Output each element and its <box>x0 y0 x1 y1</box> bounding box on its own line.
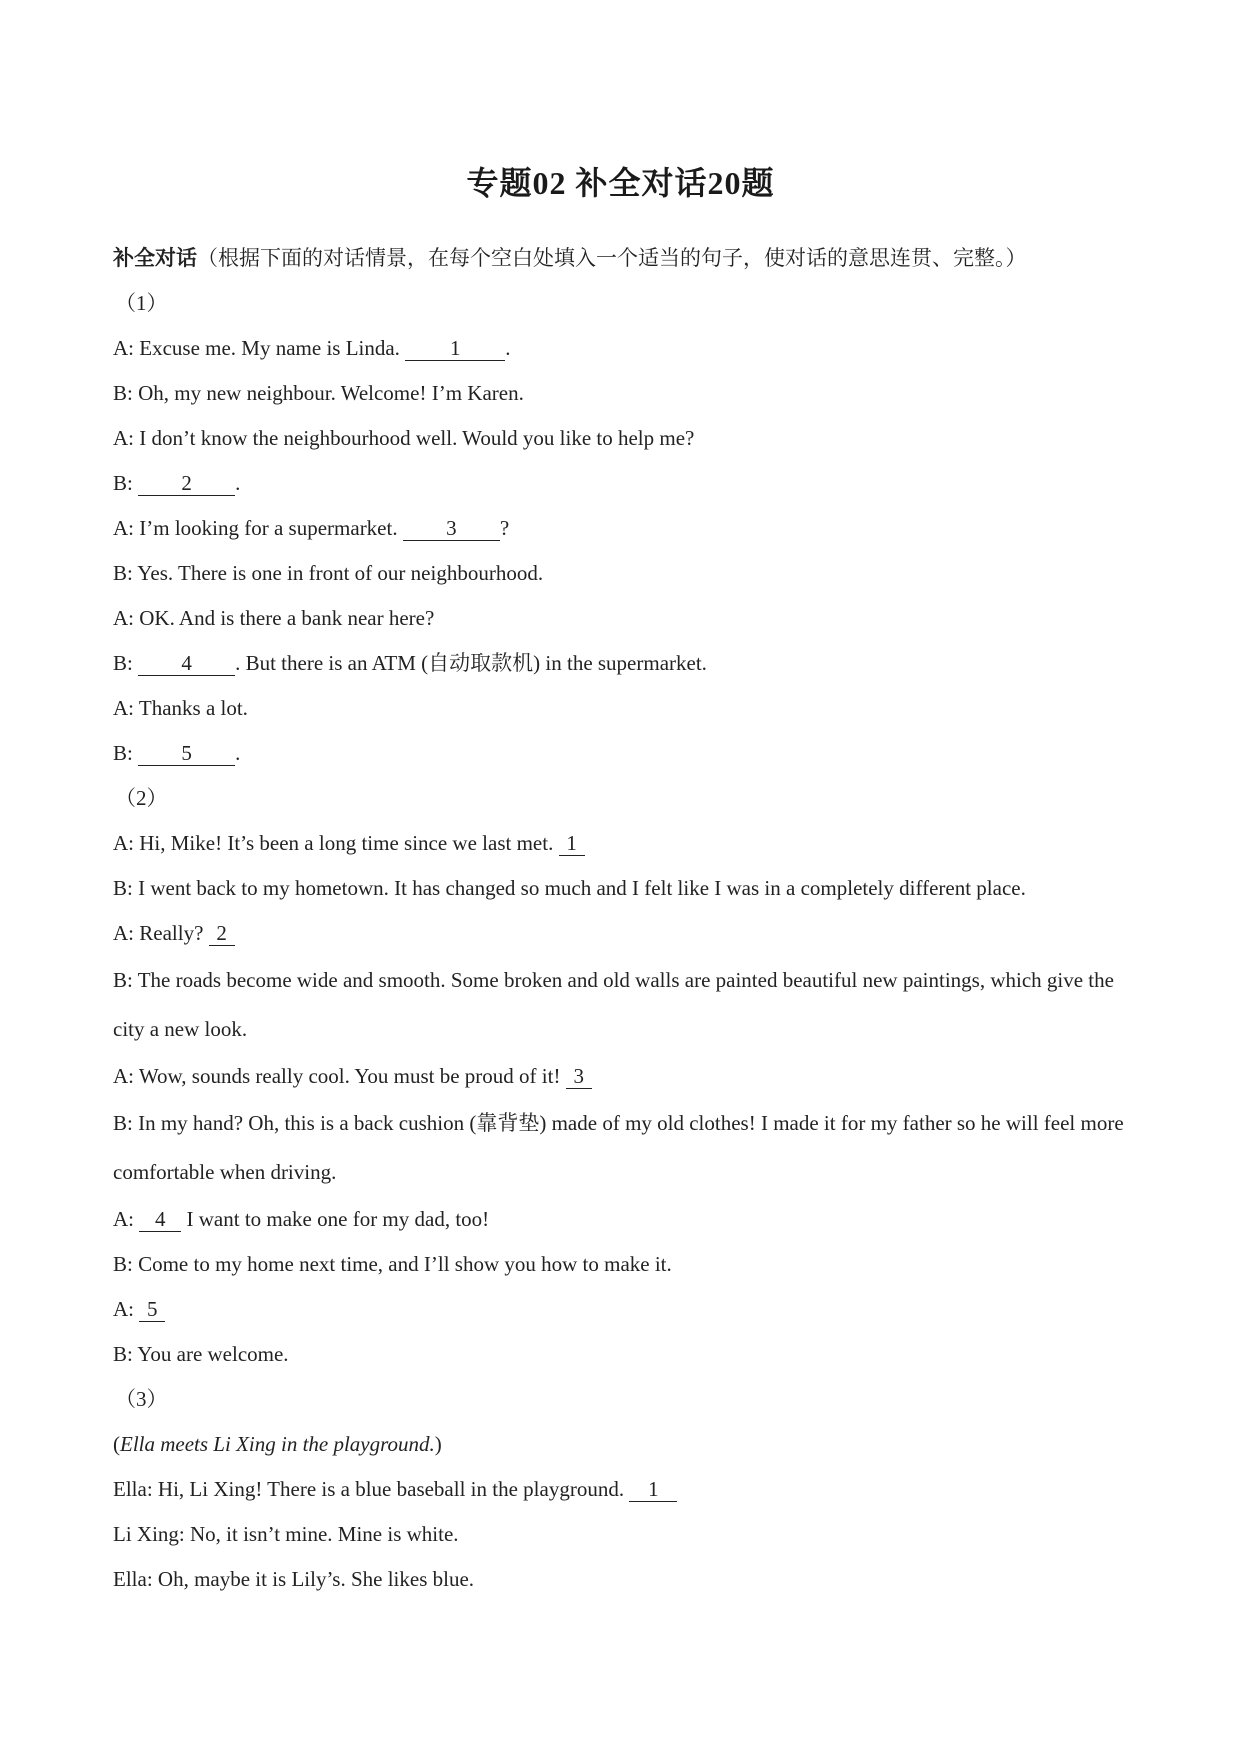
answer-blank: 1 <box>559 832 585 856</box>
page-title: 专题02 补全对话20题 <box>466 165 775 201</box>
line-text: A: Wow, sounds really cool. You must be proud of it! <box>113 1064 566 1088</box>
line-text: Ella: Hi, Li Xing! There is a blue baseball in the playground. <box>113 1477 630 1501</box>
line-text: . <box>505 336 511 360</box>
line-text: A: Really? <box>113 921 209 945</box>
dialogue-line: B: You are welcome. <box>113 1342 289 1366</box>
dialogue-line <box>113 461 1133 506</box>
dialogue-line: B: Oh, my new neighbour. Welcome! I’m Karen. <box>113 381 524 405</box>
instruction-heading: 补全对话 <box>113 246 197 270</box>
answer-blank: 4 <box>139 1208 181 1232</box>
dialogue-line <box>113 821 1133 866</box>
line-text: A: <box>113 1297 140 1321</box>
line-text: . <box>235 471 241 495</box>
section-2-label: （2） <box>115 786 168 810</box>
answer-blank: 1 <box>405 337 505 361</box>
line-text: A: Hi, Mike! It’s been a long time since we last met. <box>113 831 559 855</box>
dialogue-line: B: Yes. There is one in front of our neighbourhood. <box>113 561 544 585</box>
stage-direction <box>113 1422 1133 1467</box>
dialogue-line: Li Xing: No, it isn’t mine. Mine is white. <box>113 1522 459 1546</box>
dialogue-line: A: Thanks a lot. <box>113 696 248 720</box>
dialogue-line <box>113 506 1133 551</box>
dialogue-line: B: I went back to my hometown. It has changed so much and I felt like I was in a completely different place. <box>113 876 1026 900</box>
dialogue-line: A: OK. And is there a bank near here? <box>113 606 435 630</box>
line-text: ( <box>113 1432 120 1456</box>
answer-blank: 3 <box>566 1065 592 1089</box>
line-text: A: Excuse me. My name is Linda. <box>113 336 406 360</box>
answer-blank: 5 <box>138 742 235 766</box>
dialogue-line <box>113 731 1133 776</box>
dialogue-line: A: I don’t know the neighbourhood well. Would you like to help me? <box>113 426 695 450</box>
dialogue-line <box>113 911 1133 956</box>
section-3-label: （3） <box>115 1387 168 1411</box>
document-body <box>113 236 1133 1602</box>
dialogue-line <box>113 1054 1133 1099</box>
instruction-text: （根据下面的对话情景，在每个空白处填入一个适当的句子，使对话的意思连贯、完整。） <box>197 246 1027 270</box>
dialogue-line <box>113 1467 1133 1512</box>
dialogue-line <box>113 1287 1133 1332</box>
line-text: B: <box>113 741 139 765</box>
dialogue-line <box>113 1197 1133 1242</box>
answer-blank: 3 <box>403 517 500 541</box>
line-text: B: <box>113 471 139 495</box>
stage-direction-text: Ella meets Li Xing in the playground. <box>120 1432 435 1456</box>
line-text: A: I’m looking for a supermarket. <box>113 516 403 540</box>
line-text: A: <box>113 1207 140 1231</box>
line-text: ? <box>499 516 510 540</box>
instruction-line <box>113 236 1133 281</box>
dialogue-line: B: The roads become wide and smooth. Some broken and old walls are painted beautiful new paintings, which give the city a new look. <box>113 968 1114 1041</box>
line-text: I want to make one for my dad, too! <box>181 1207 490 1231</box>
line-text: . But there is an ATM (自动取款机) in the supermarket. <box>235 651 707 675</box>
answer-blank: 4 <box>138 652 235 676</box>
section-1-label: （1） <box>115 291 168 315</box>
dialogue-line <box>113 641 1133 686</box>
answer-blank: 2 <box>209 922 235 946</box>
dialogue-line: B: Come to my home next time, and I’ll show you how to make it. <box>113 1252 672 1276</box>
line-text: . <box>235 741 241 765</box>
dialogue-line: Ella: Oh, maybe it is Lily’s. She likes blue. <box>113 1567 475 1591</box>
answer-blank: 5 <box>139 1298 165 1322</box>
answer-blank: 2 <box>138 472 235 496</box>
dialogue-line <box>113 326 1133 371</box>
dialogue-line: B: In my hand? Oh, this is a back cushion (靠背垫) made of my old clothes! I made it for my father so he will feel more comfortable when driving. <box>113 1111 1124 1184</box>
line-text: ) <box>434 1432 442 1456</box>
line-text: B: <box>113 651 139 675</box>
answer-blank: 1 <box>629 1478 677 1502</box>
